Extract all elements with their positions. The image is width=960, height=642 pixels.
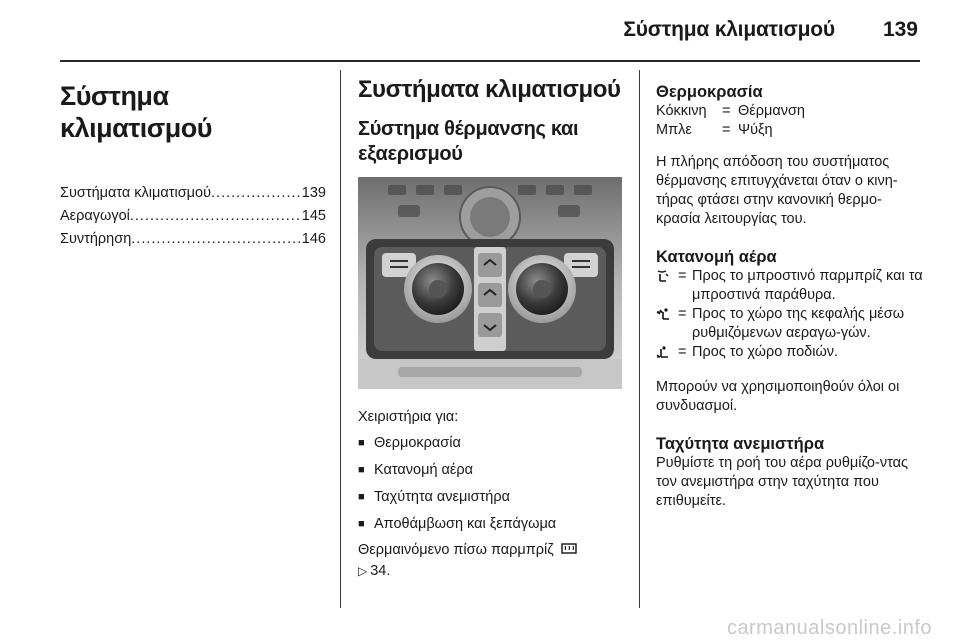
toc-page: 145: [301, 208, 326, 224]
bullet-icon: ■: [358, 437, 365, 449]
definition-equals: =: [678, 344, 687, 360]
toc-entry[interactable]: [60, 205, 326, 228]
subsection-title: [358, 117, 624, 167]
air-distribution-note: Μπορούν να χρησιμοποιηθούν όλοι οι συνδυασμοί.: [656, 379, 900, 414]
toc-label: Αεραγωγοί: [60, 208, 130, 224]
chapter-title: Σύστημα κλιματισμού: [60, 81, 212, 143]
column-divider-1: [340, 70, 341, 608]
control-panel-illustration: [358, 177, 622, 389]
air-distribution-definitions: [656, 267, 926, 365]
list-item: [358, 433, 624, 453]
toc-leader: [211, 182, 301, 205]
toc-entry[interactable]: [60, 228, 326, 251]
definition-value: Προς το χώρο της κεφαλής μέσω ρυθμιζόμενων αεραγω-γών.: [692, 306, 905, 341]
footwell-icon: [656, 343, 678, 365]
cross-reference-page[interactable]: 34.: [370, 563, 391, 579]
air-distribution-heading: Κατανομή αέρα: [656, 248, 777, 266]
definition-term: Μπλε: [656, 122, 692, 138]
head-vent-icon: [656, 305, 678, 343]
toc-page: 146: [301, 231, 326, 247]
definition-value: Θέρμανση: [738, 103, 805, 119]
photo-caption: Χειριστήρια για:: [358, 409, 459, 425]
definition-equals: =: [722, 103, 731, 119]
list-item-text: Αποθάμβωση και ξεπάγωμα: [374, 516, 557, 532]
toc-page: 139: [301, 185, 326, 201]
toc-leader: [131, 228, 301, 251]
climate-control-panel-photo: [358, 177, 622, 389]
header-rule: [60, 60, 920, 62]
temperature-heading: Θερμοκρασία: [656, 83, 763, 101]
toc-label: Συντήρηση: [60, 231, 132, 247]
list-item: [358, 514, 624, 534]
page-number: 139: [882, 18, 918, 41]
rear-window-heater-icon: [561, 542, 577, 562]
subsection-title-line1: Σύστημα θέρμανσης και: [358, 118, 579, 140]
bullet-icon: ■: [358, 464, 365, 476]
list-item-text: Ταχύτητα ανεμιστήρα: [374, 489, 510, 505]
section-title: Συστήματα κλιματισμού: [358, 76, 621, 103]
controls-list: [358, 433, 624, 534]
toc-label: Συστήματα κλιματισμού: [60, 185, 212, 201]
list-item-text: Κατανομή αέρα: [374, 462, 474, 478]
fan-speed-heading: Ταχύτητα ανεμιστήρα: [656, 435, 825, 453]
watermark: carmanualsonline.info: [726, 617, 932, 639]
list-item: [358, 460, 624, 480]
list-item: [358, 487, 624, 507]
definition-term: Κόκκινη: [656, 103, 707, 119]
running-head-title: Σύστημα κλιματισμού: [623, 18, 835, 41]
definition-value: Ψύξη: [738, 122, 773, 138]
bullet-icon: ■: [358, 518, 365, 530]
definition-value: Προς το μπροστινό παρμπρίζ και τα μπροστινά παράθυρα.: [692, 268, 923, 303]
temperature-note: Η πλήρης απόδοση του συστήματος θέρμανσης επιτυγχάνεται όταν ο κινη-τήρας φτάσει στην κανονική θερμο-κρασία λειτουργίας του.: [656, 154, 898, 227]
definition-row: [656, 102, 926, 121]
running-head: [623, 18, 918, 42]
definition-row: [656, 305, 926, 343]
toc-entry[interactable]: [60, 182, 326, 205]
toc-leader: [130, 205, 301, 228]
subsection-title-line2: εξαερισμού: [358, 143, 463, 165]
column-divider-2: [639, 70, 640, 608]
definition-equals: =: [678, 268, 687, 284]
cross-reference-arrow-icon: ▷: [358, 564, 368, 578]
definition-row: [656, 267, 926, 305]
definition-value: Προς το χώρο ποδιών.: [692, 344, 839, 360]
definition-equals: =: [722, 122, 731, 138]
definition-equals: =: [678, 306, 687, 322]
systems-column: [358, 72, 624, 581]
rear-window-text: Θερμαινόμενο πίσω παρμπρίζ: [358, 542, 554, 558]
details-column: [656, 72, 926, 511]
chapter-column: [60, 72, 326, 251]
list-item-text: Θερμοκρασία: [374, 435, 461, 451]
windscreen-feet-icon: [656, 267, 678, 305]
fan-speed-text: Ρυθμίστε τη ροή του αέρα ρυθμίζο-ντας τον ανεμιστήρα στην ταχύτητα που επιθυμείτε.: [656, 455, 908, 509]
temperature-definitions: [656, 102, 926, 140]
bullet-icon: ■: [358, 491, 365, 503]
table-of-contents: [60, 182, 326, 251]
definition-row: [656, 121, 926, 140]
definition-row: [656, 343, 926, 365]
rear-window-note: [358, 541, 624, 581]
